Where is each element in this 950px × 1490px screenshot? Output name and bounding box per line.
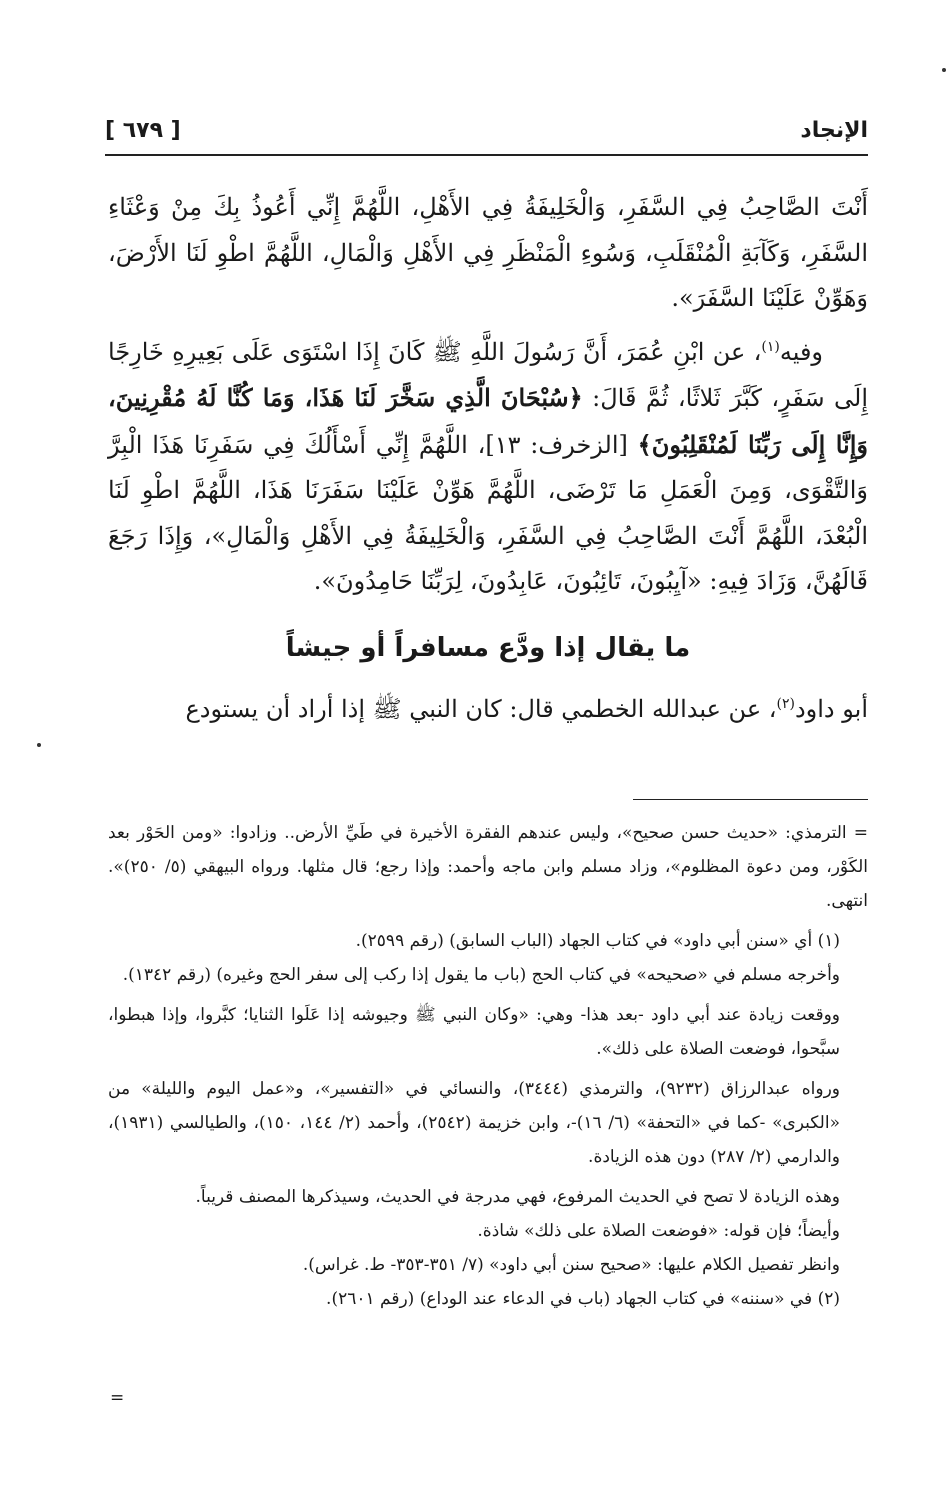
footnote-2: (٢) في «سننه» في كتاب الجهاد (باب في الدعاء عند الوداع) (رقم ٢٦٠١). <box>326 1289 840 1309</box>
footnotes <box>108 816 868 1316</box>
footnote-rule <box>633 799 868 800</box>
footnote-ref-2: (٢) <box>776 695 795 712</box>
footnote-1-d: ورواه عبدالرزاق (٩٢٣٢)، والترمذي (٣٤٤٤)، والنسائي في «التفسير»، و«عمل اليوم والليلة» من «الكبرى» -كما في «التحفة» (٦/ ١٦)-، وابن خزيمة (٢٥٤٢)، وأحمد (٢/ ١٤٤، ١٥٠)، والطيالسي (١٩٣١)، والدارمي (٢/ ٢٨٧) دون هذه الزيادة. <box>108 1079 840 1167</box>
footnote-1-g: وانظر تفصيل الكلام عليها: «صحيح سنن أبي داود» (٧/ ٣٥١-٣٥٣- ط. غراس). <box>302 1255 840 1275</box>
page-header <box>105 112 868 152</box>
page-number: [ ٦٧٩ ] <box>105 118 181 143</box>
scan-speck <box>942 68 946 72</box>
scan-speck <box>37 743 41 747</box>
running-title: الإنجاد <box>800 118 868 143</box>
paragraph-3-start: أبو داود <box>794 694 868 723</box>
paragraph-3 <box>108 687 868 733</box>
paragraph-2-middle: ، عن ابْنِ عُمَرَ، أَنَّ رَسُولَ اللَّهِ ﷺ كَانَ إِذَا اسْتَوَى عَلَى بَعِيرِهِ خَارِجًا إِلَى سَفَرٍ، كَبَّرَ ثَلاثًا، ثُمَّ قَالَ: <box>108 337 868 412</box>
footnote-1: (١) أي «سنن أبي داود» في كتاب الجهاد (الباب السابق) (رقم ٢٥٩٩). <box>355 931 840 951</box>
header-rule <box>105 154 868 156</box>
paragraph-2-start: وفيه <box>779 337 823 366</box>
section-heading: ما يقال إذا ودَّع مسافراً أو جيشاً <box>285 632 691 663</box>
paragraph-2 <box>108 330 868 605</box>
paragraph-3-end: ، عن عبدالله الخطمي قال: كان النبي ﷺ إذا أراد أن يستودع <box>185 694 777 723</box>
main-text <box>108 185 868 732</box>
paragraph-2-end: [الزخرف: ١٣]، اللَّهُمَّ إِنِّي أَسْأَلُكَ فِي سَفَرِنَا هَذَا الْبِرَّ وَالتَّقْوَى، وَمِنَ الْعَمَلِ مَا تَرْضَى، اللَّهُمَّ هَوِّنْ عَلَيْنَا سَفَرَنَا هَذَا، اللَّهُمَّ اطْوِ لَنَا الْبُعْدَ، اللَّهُمَّ أَنْتَ الصَّاحِبُ فِي السَّفَرِ، وَالْخَلِيفَةُ فِي الأَهْلِ وَالْمَالِ»، وَإِذَا رَجَعَ قَالَهُنَّ، وَزَادَ فِيهِ: «آيِبُونَ، تَائِبُونَ، عَابِدُونَ، لِرَبِّنَا حَامِدُونَ». <box>108 430 868 595</box>
footnote-1-c: ووقعت زيادة عند أبي داود -بعد هذا- وهي: «وكان النبي ﷺ وجيوشه إذا عَلَوا الثنايا؛ كبَّروا، وإذا هبطوا، سبَّحوا، فوضعت الصلاة على ذلك». <box>108 1005 840 1059</box>
paragraph-1: أَنْتَ الصَّاحِبُ فِي السَّفَرِ، وَالْخَلِيفَةُ فِي الأَهْلِ، اللَّهُمَّ إِنِّي أَعُوذُ بِكَ مِنْ وَعْثَاءِ السَّفَرِ، وَكَآبَةِ الْمُنْقَلَبِ، وَسُوءِ الْمَنْظَرِ فِي الأَهْلِ وَالْمَالِ، اللَّهُمَّ اطْوِ لَنَا الأَرْضَ، وَهَوِّنْ عَلَيْنَا السَّفَرَ». <box>108 193 868 312</box>
footnote-1-e: وهذه الزيادة لا تصح في الحديث المرفوع، فهي مدرجة في الحديث، وسيذكرها المصنف قريباً. <box>195 1187 840 1207</box>
footnote-1-b: وأخرجه مسلم في «صحيحه» في كتاب الحج (باب ما يقول إذا ركب إلى سفر الحج وغيره) (رقم ١٣٤٢). <box>122 965 840 985</box>
footnote-ref-1: (١) <box>761 338 780 355</box>
footnote-1-f: وأيضاً؛ فإن قوله: «فوضعت الصلاة على ذلك» شاذة. <box>477 1221 840 1241</box>
footnote-continuation: = الترمذي: «حديث حسن صحيح»، وليس عندهم الفقرة الأخيرة في طَيِّ الأرض.. وزادوا: «ومن الحَوْر بعد الكَوْر، ومن دعوة المظلوم»، وزاد مسلم وابن ماجه وأحمد: وإذا رجع؛ قال مثلها. ورواه البيهقي (٥/ ٢٥٠)». انتهى. <box>108 823 868 911</box>
continuation-mark: = <box>110 1388 125 1408</box>
quran-verse: ﴿سُبْحَانَ الَّذِي سَخَّرَ لَنَا هَذَا، وَمَا كُنَّا لَهُ مُقْرِنِينَ، وَإِنَّا إِلَى رَبِّنَا لَمُنْقَلِبُونَ﴾ <box>108 383 868 459</box>
